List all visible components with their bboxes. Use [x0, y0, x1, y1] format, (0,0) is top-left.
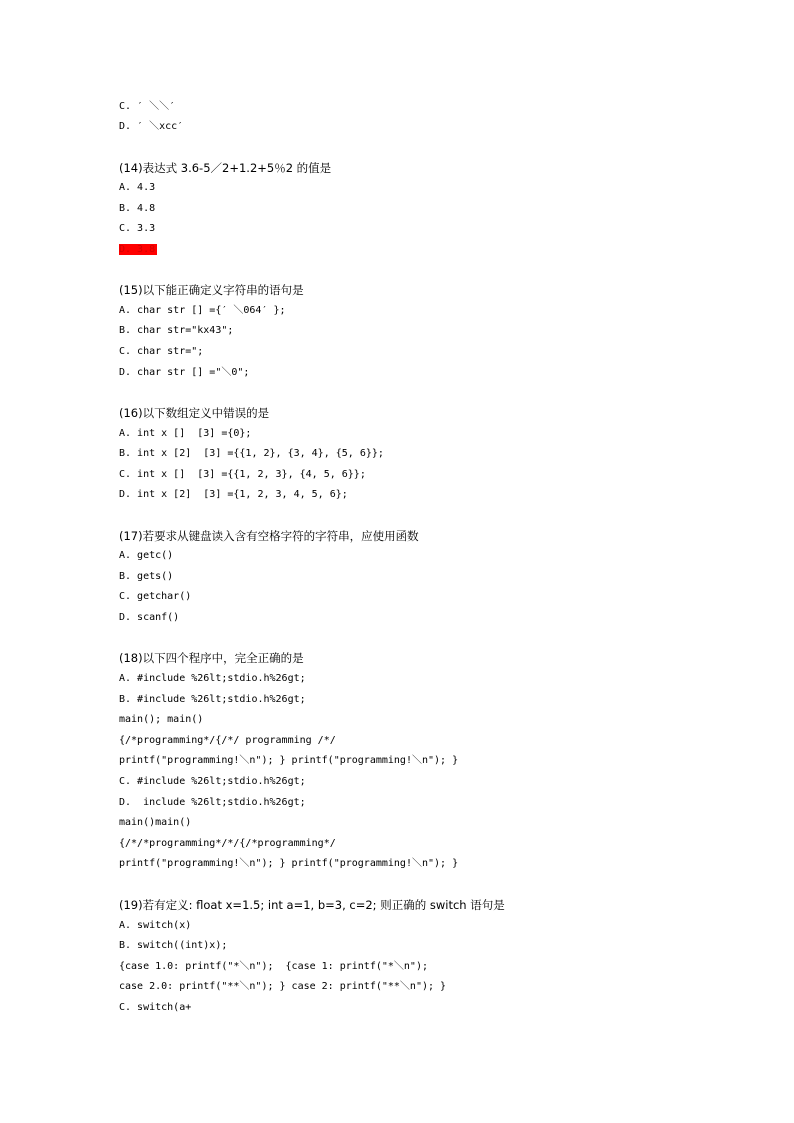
question-19: (19)若有定义: float x=1.5; int a=1, b=3, c=2; 则正确的 switch 语句是 [119, 898, 505, 912]
question-15: (15)以下能正确定义字符串的语句是 [119, 283, 304, 297]
option-a: A. char str [] ={′ ＼064′ }; [119, 305, 286, 316]
option-a: A. switch(x) [119, 920, 192, 931]
option-b: B. gets() [119, 571, 174, 582]
option-d: D. char str [] ="＼0"; [119, 367, 250, 378]
option-c: C. getchar() [119, 591, 192, 602]
code-line: {/*/*programming*/*/{/*programming*/ [119, 838, 336, 849]
option-c: C. ′ ＼＼′ [119, 101, 176, 112]
option-b: B. int x [2] [3] ={{1, 2}, {3, 4}, {5, 6}}; [119, 448, 384, 459]
option-c: C. char str="; [119, 346, 204, 357]
code-line: {case 1.0: printf("*＼n"); {case 1: printf("*＼n"); [119, 961, 428, 972]
code-line: main(); main() [119, 714, 204, 725]
code-line: {/*programming*/{/*/ programming /*/ [119, 735, 336, 746]
code-line: case 2.0: printf("**＼n"); } case 2: printf("**＼n"); } [119, 981, 447, 992]
option-a: A. int x [] [3] ={0}; [119, 428, 252, 439]
option-b: B. switch((int)x); [119, 940, 228, 951]
highlighted-answer: D. 3.8 [119, 244, 156, 255]
option-c: C. switch(a+ [119, 1002, 192, 1013]
option-d: D. ′ ＼xcc′ [119, 121, 184, 132]
option-c: C. #include %26lt;stdio.h%26gt; [119, 776, 306, 787]
option-b: B. 4.8 [119, 203, 156, 214]
option-d: D. int x [2] [3] ={1, 2, 3, 4, 5, 6}; [119, 489, 348, 500]
code-line: printf("programming!＼n"); } printf("programming!＼n"); } [119, 755, 459, 766]
question-17: (17)若要求从键盘读入含有空格字符的字符串，应使用函数 [119, 529, 419, 543]
option-c: C. int x [] [3] ={{1, 2, 3}, {4, 5, 6}}; [119, 469, 366, 480]
option-a: A. getc() [119, 550, 174, 561]
option-d-highlighted [119, 243, 157, 257]
option-a: A. #include %26lt;stdio.h%26gt; [119, 673, 306, 684]
question-16: (16)以下数组定义中错误的是 [119, 406, 270, 420]
option-b: B. char str="kx43"; [119, 325, 234, 336]
option-d: D. scanf() [119, 612, 180, 623]
option-d: D. include %26lt;stdio.h%26gt; [119, 797, 306, 808]
question-18: (18)以下四个程序中，完全正确的是 [119, 651, 304, 665]
code-line: printf("programming!＼n"); } printf("programming!＼n"); } [119, 858, 459, 869]
question-14: (14)表达式 3.6-5／2+1.2+5％2 的值是 [119, 161, 332, 175]
option-c: C. 3.3 [119, 223, 156, 234]
code-line: main()main() [119, 817, 192, 828]
option-a: A. 4.3 [119, 182, 156, 193]
option-b: B. #include %26lt;stdio.h%26gt; [119, 694, 306, 705]
